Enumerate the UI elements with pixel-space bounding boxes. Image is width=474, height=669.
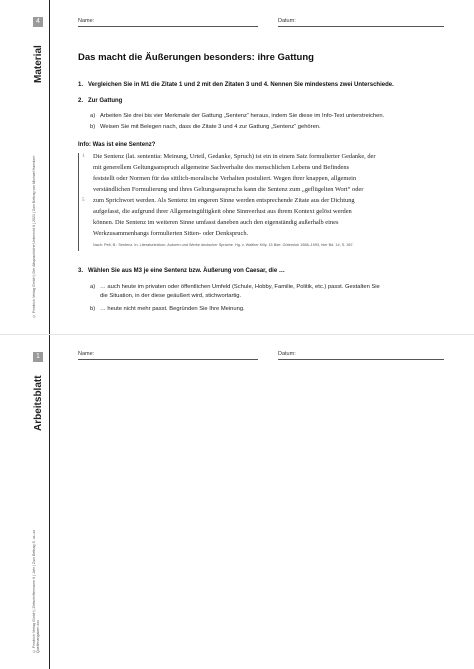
info-heading: Info: Was ist eine Sentenz?	[78, 142, 156, 148]
task-1-text: Vergleichen Sie in M1 die Zitate 1 und 2 mit den Zitaten 3 und 4. Nennen Sie mindestens zwei Unterschiede.	[88, 82, 394, 88]
side-label-material: Material	[33, 45, 44, 83]
sheet-number-badge: 1	[33, 352, 43, 362]
copyright-note: © Friedrich Verlag GmbH | Der Altsprachliche Unterricht 6 | 2021 | Zum Beitrag von Michael Hamdorn	[32, 155, 36, 318]
copyright-note	[32, 503, 44, 653]
info-box	[78, 153, 441, 251]
info-line: mit generellem Geltungsanspruch allgemeine Sachverhalte des menschlichen Lebens und Befindens	[93, 164, 350, 171]
info-line: feststellt oder Normen für das sittlich-moralische Verhalten postuliert. Wegen ihrer knappen, allgemein	[93, 175, 357, 182]
task-3b-text: … heute nicht mehr passt. Begründen Sie Ihre Meinung.	[100, 306, 245, 312]
side-strip	[29, 0, 48, 334]
task-3b-letter: b)	[90, 306, 96, 312]
task-3a-text-cont: die Situation, in der diese geäußert wird, stichwortartig.	[100, 293, 242, 299]
task-3a-text: … auch heute im privaten oder öffentlichen Umfeld (Schule, Hobby, Familie, Politik, etc.) passt. Gestalten Sie	[100, 284, 380, 290]
name-date-header	[78, 16, 444, 30]
name-date-header	[78, 349, 444, 363]
page-title: Das macht die Äußerungen besonders: ihre Gattung	[78, 52, 314, 63]
name-label: Name:	[78, 18, 95, 24]
task-2b-letter: b)	[90, 124, 96, 130]
copyright-line: © Friedrich Verlag GmbH | Zeitschriftenname 6 | Jahr | Zum Beitrag S. xx–xx	[32, 529, 36, 653]
info-line: aufgefasst, die aufgrund ihrer Allgemeingültigkeit ohne Sinnverlust aus ihrem Kontext gelöst werden	[93, 208, 352, 215]
date-label: Datum:	[278, 351, 296, 357]
task-3-number: 3.	[78, 268, 84, 274]
name-label: Name:	[78, 351, 95, 357]
task-2a-text: Arbeiten Sie drei bis vier Merkmale der Gattung „Sentenz“ heraus, indem Sie diese im Info-Text unterstreichen.	[100, 113, 385, 119]
margin-rule	[49, 335, 50, 669]
info-line: verständlichen Formulierung und ihres Geltungsanspruchs kann die Sentenz zum „geflügelten Wort“ oder	[93, 186, 364, 193]
margin-rule	[49, 0, 50, 334]
name-line	[78, 26, 258, 27]
worksheet-page-arbeitsblatt	[0, 335, 474, 669]
task-2-number: 2.	[78, 98, 84, 104]
worksheet-page-material	[0, 0, 474, 334]
task-2b-text: Weisen Sie mit Belegen nach, dass die Zitate 3 und 4 zur Gattung „Sentenz“ gehören.	[100, 124, 321, 130]
side-strip	[29, 335, 48, 669]
info-line: Werkzusammenhangs formulierten Sitten- oder Denkspruch.	[93, 230, 249, 237]
material-number-badge: 4	[33, 17, 43, 27]
date-label: Datum:	[278, 18, 296, 24]
side-label-arbeitsblatt: Arbeitsblatt	[33, 375, 44, 431]
task-2-text: Zur Gattung	[88, 98, 123, 104]
task-3-text: Wählen Sie aus M3 je eine Sentenz bzw. Äußerung von Caesar, die …	[88, 268, 285, 274]
task-1-number: 1.	[78, 82, 84, 88]
date-line	[278, 359, 444, 360]
info-source: Nach: Pelt, B.: Sentenz. In: Literaturlexikon. Autoren und Werke deutscher Sprache. Hg. v. Walther Killy. 15 Bde. Gütersloh 1988–1993, hier Bd. 14, S. 367.	[93, 243, 354, 247]
date-line	[278, 26, 444, 27]
info-line: können. Die Sentenz im weiteren Sinne umfasst daneben auch den eigenständig außerhalb eines	[93, 219, 339, 226]
line-number: 5	[82, 198, 85, 203]
info-line: Die Sentenz (lat. sententia: Meinung, Urteil, Gedanke, Spruch) ist ein in einem Satz formulierter Gedanke, der	[93, 153, 376, 160]
line-number: 1	[82, 154, 85, 159]
name-line	[78, 359, 258, 360]
task-2a-letter: a)	[90, 113, 96, 119]
task-3a-letter: a)	[90, 284, 96, 290]
info-line: zum Sprichwort werden. Als Sentenz im engeren Sinne werden entsprechende Zitate aus der Dichtung	[93, 197, 355, 204]
copyright-line: Quellenangaben xxx	[36, 620, 40, 653]
